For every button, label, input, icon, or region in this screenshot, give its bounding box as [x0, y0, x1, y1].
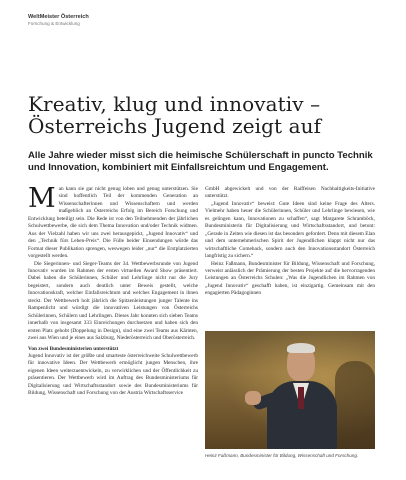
section-subheading: Von zwei Bundesministerien unterstützt	[28, 345, 119, 352]
lead-paragraph: Alle Jahre wieder misst sich die heimische Schülerschaft in puncto Technik und Innovation, kombiniert mit Einfallsreichtum und Engagement.	[28, 150, 373, 173]
headline-line-1: Kreativ, klug und innovativ –	[28, 92, 321, 116]
photo-hair	[287, 343, 315, 353]
photo-background-person	[335, 361, 375, 449]
headline-line-2: Österreichs Jugend zeigt auf	[28, 114, 322, 138]
article-column-left	[28, 183, 198, 398]
article-paragraph: GmbH abgewickelt und von der Raiffeisen Nachhaltigkeits-Initiative unterstützt.	[205, 186, 375, 200]
masthead	[28, 14, 89, 27]
article-column-right	[205, 186, 375, 298]
masthead-title: WeltMeister Österreich	[28, 14, 89, 20]
photo-hand	[245, 391, 261, 405]
article-paragraph: Heinz Faßmann, Bundesminister für Bildung, Wissenschaft und Forschung, verweist anlässlich der Prämierung der besten Projekte auf die hervorragenden Leistungen an Österreichs Schulen: „Was die Jugendlichen im Rahmen von „Jugend Innovativ“ geschafft haben, ist einzigartig. Gemeinsam mit den engagierten Pädagoginnen	[205, 260, 375, 297]
article-paragraph	[28, 183, 198, 261]
speaker-photo	[205, 331, 375, 449]
article-paragraph: „Jugend Innovativ“ beweist: Gute Ideen sind keine Frage des Alters. Vielmehr haben heuer die Schülerinnen, Schüler und Lehrlinge bewiesen, wie es gelingen kann, Innovationen zu schaffen“, sagt Margarete Schramböck, Bundesministerin für Digitalisierung und Wirtschaftsstandort, und betont: „Gerade in Zeiten wie diesen ist das besonders gefordert. Denn mit diesem Elan und dem unternehmerischen Spirit der Jugendlichen klappt nicht nur das wirtschaftliche Comeback, sondern auch den Innovationsstandort Österreich langfristig zu sichern.“	[205, 200, 375, 260]
article-paragraph: Die Siegerinnen- und Sieger-Teams der 34. Wettbewerbsrunde von Jugend Innovativ wurden im Rahmen der ersten virtuellen Award Show präsentiert. Dabei haben die Schülerinnen, Schüler und Lehrlinge nicht nur die Jury begeistert, sondern auch deutlich unter Beweis gestellt, welche Innovationskraft, welcher Einfallsreichtum und welches Engagement in ihnen steckt. Der Wettbewerb holt jährlich die Spitzenleistungen junger Talente ins Rampenlicht und würdigt die innovativen Leistungen von Österreichs Schülerinnen, Schülern und Lehrlingen. Dieses Jahr konnten sich sieben Teams innerhalb von insgesamt 333 Einreichungen durchsetzen und haben sich den ersten Platz gehobt (Doppelung in Design), sind eine zwei Teams aus Kärnten, zwei aus Wien und je eines aus Salzburg, Niederösterreich und Oberösterreich.	[28, 260, 198, 342]
paragraph-text: an kann sie gar nicht genug loben und genug unterstützen. Sie sind hoffentlich Teil der kommenden Generation an Wissenschafterinnen und Wissenschaftern und werden maßgeblich an Österreichs Erfolg im Bereich Forschung und Entwicklung beteiligt sein. Die Rede ist von den Teilnehmenden der jährlichen Schulwettbewerbe, die sich dem Thema Innovation und/oder Technik widmen. Aus der Vielzahl haben wir uns zwei herausgepickt, „Jugend Innovativ“ und den „Technik fürs Leben-Preis“. Die Fülle beider Einsendungen würde das Format dieser Publikation sprengen, weswegen leider „nur“ die Erstplatzierten vorgestellt werden.	[28, 186, 198, 260]
page-title	[28, 93, 388, 137]
article-paragraph: Jugend Innovativ ist der größte und smarteste österreichweite Schulwettbewerb für innovative Ideen. Der Wettbewerb ermöglicht jungen Menschen, ihre eigenen Ideen weiterzuentwickeln, zu verwirklichen und der Öffentlichkeit zu präsentieren. Der Wettbewerb wird im Auftrag des Bundesministeriums für Digitalisierung und Wirtschaftsstandort sowie des Bundesministeriums für Bildung, Wissenschaft und Forschung von der Austria Wirtschaftsservice	[28, 352, 198, 397]
photo-caption: Heinz Faßmann, Bundesminister für Bildung, Wissenschaft und Forschung.	[205, 453, 359, 458]
masthead-subtitle: Forschung & Entwicklung	[28, 21, 80, 26]
photo-tie	[298, 387, 304, 409]
drop-cap: M	[28, 183, 56, 214]
